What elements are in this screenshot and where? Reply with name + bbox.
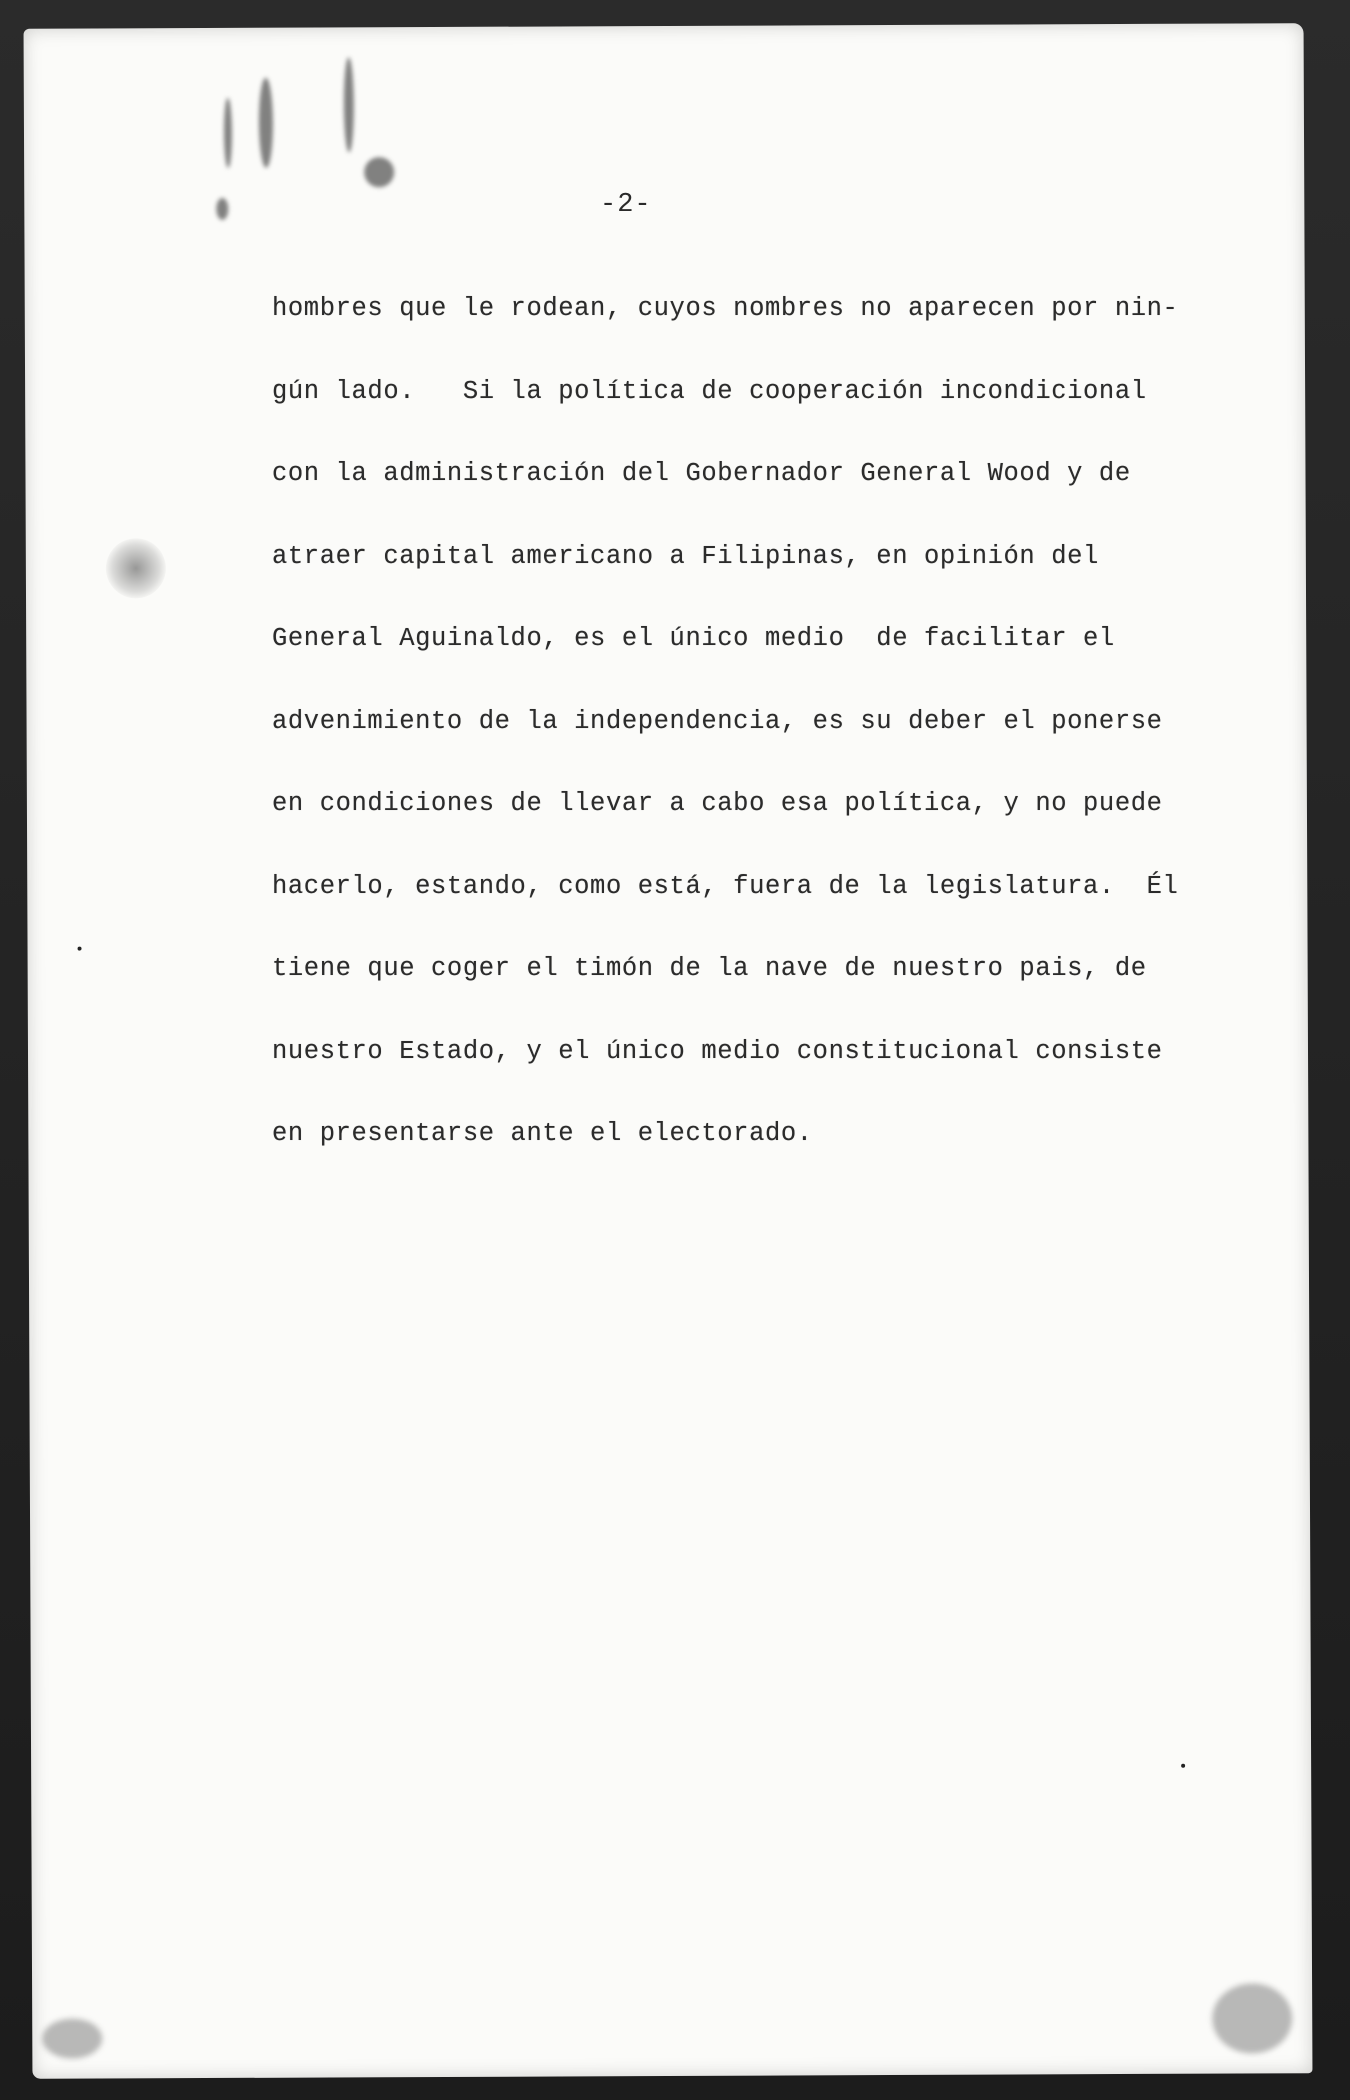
edge-wear: [1212, 1983, 1292, 2053]
text-line: hombres que le rodean, cuyos nombres no aparecen por nin-: [272, 294, 1179, 323]
ink-blot: [224, 98, 232, 168]
text-line: tiene que coger el timón de la nave de nuestro pais, de: [272, 954, 1147, 983]
text-line: nuestro Estado, y el único medio constitucional consiste: [272, 1036, 1163, 1066]
text-line: atraer capital americano a Filipinas, en opinión del: [272, 541, 1099, 571]
ink-blot: [364, 157, 394, 187]
body-text: [272, 268, 1179, 1176]
text-line: en presentarse ante el electorado.: [272, 1119, 813, 1148]
ink-blot: [259, 78, 273, 168]
text-line: hacerlo, estando, como está, fuera de la legislatura. Él: [272, 871, 1179, 901]
text-line: advenimiento de la independencia, es su deber el ponerse: [272, 706, 1163, 736]
page-number: -2-: [600, 190, 652, 220]
ink-blot: [216, 198, 228, 220]
text-line: gún lado. Si la política de cooperación incondicional: [272, 376, 1147, 406]
speck: [1181, 1764, 1185, 1768]
text-line: con la administración del Gobernador General Wood y de: [272, 459, 1131, 488]
edge-wear: [42, 2018, 102, 2058]
smudge: [106, 538, 166, 598]
speck: [78, 947, 82, 951]
text-line: en condiciones de llevar a cabo esa política, y no puede: [272, 789, 1163, 818]
ink-blot: [344, 57, 354, 152]
text-line: General Aguinaldo, es el único medio de facilitar el: [272, 624, 1115, 653]
